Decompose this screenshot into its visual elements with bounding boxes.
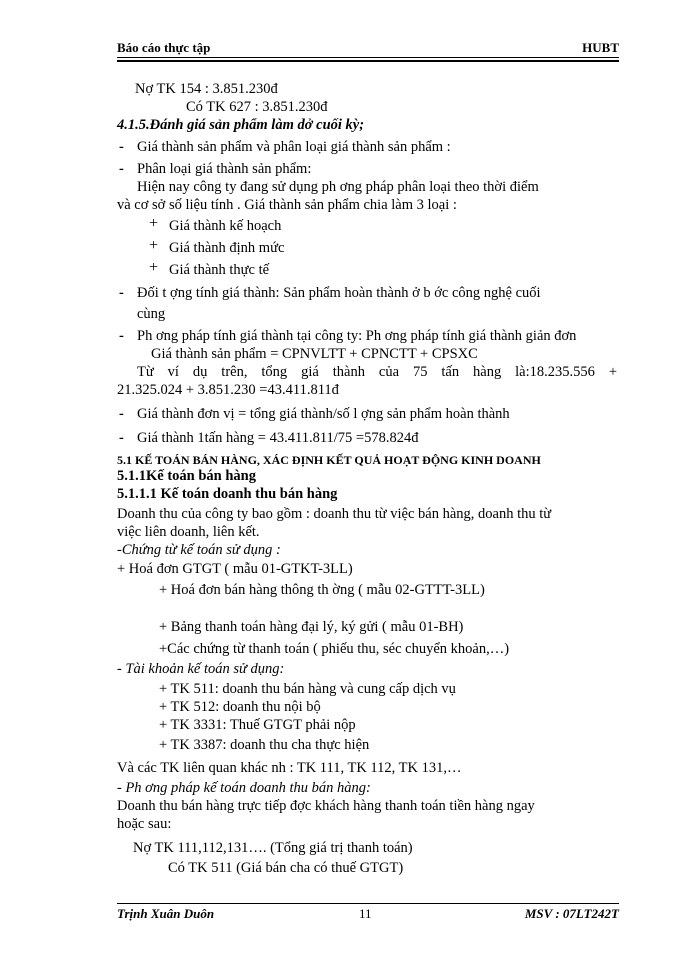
subsection-heading: 5.1.1.1 Kế toán doanh thu bán hàng <box>117 486 338 502</box>
page-header <box>117 40 619 58</box>
list-label: - Tài khoản kế toán sử dụng: <box>117 661 285 677</box>
debit-line: Nợ TK 111,112,131…. (Tổng giá trị thanh toán) <box>133 840 413 856</box>
bullet-item: - Giá thành sản phẩm và phân loại giá thành sản phẩm : <box>137 138 451 156</box>
debit-line: Nợ TK 154 : 3.851.230đ <box>135 81 278 97</box>
footer-student-id: MSV : 07LT242T <box>524 906 619 921</box>
credit-line: Có TK 627 : 3.851.230đ <box>186 99 328 115</box>
list-item: + TK 3331: Thuế GTGT phải nộp <box>159 717 356 733</box>
page-footer <box>117 906 619 924</box>
subsection-heading: 5.1.1Kế toán bán hàng <box>117 468 256 484</box>
footer-rule <box>117 903 619 904</box>
header-rule-thick <box>117 60 619 62</box>
list-item: +Các chứng từ thanh toán ( phiếu thu, séc chuyển khoản,…) <box>159 641 510 657</box>
formula-line: Giá thành sản phẩm = CPNVLTT + CPNCTT + CPSXC <box>151 346 478 362</box>
list-item: + TK 511: doanh thu bán hàng và cung cấp dịch vụ <box>159 681 456 697</box>
credit-line: Có TK 511 (Giá bán cha có thuế GTGT) <box>168 860 404 876</box>
list-item: + Bảng thanh toán hàng đại lý, ký gửi ( mẫu 01-BH) <box>159 619 464 635</box>
footer-author: Trịnh Xuân Duôn <box>117 906 215 921</box>
paragraph-line: hoặc sau: <box>117 816 172 832</box>
paragraph-line: Từ ví dụ trên, tổng giá thành của 75 tấn hàng là:18.235.556 + <box>137 364 617 380</box>
page-number: 11 <box>359 906 372 921</box>
bullet-item: - Giá thành đơn vị = tổng giá thành/số l ợng sản phẩm hoàn thành <box>137 405 510 423</box>
plus-item: + Giá thành thực tế <box>169 261 269 279</box>
paragraph-line: việc liên doanh, liên kết. <box>117 524 260 540</box>
list-label: - Ph ơng pháp kế toán doanh thu bán hàng: <box>117 780 371 796</box>
bullet-item: - Đối t ợng tính giá thành: Sản phẩm hoàn thành ở b ớc công nghệ cuối <box>137 284 541 302</box>
list-label: -Chứng từ kế toán sử dụng : <box>117 542 281 558</box>
bullet-item: - Giá thành 1tấn hàng = 43.411.811/75 =578.824đ <box>137 429 418 447</box>
list-item: + Hoá đơn GTGT ( mẫu 01-GTKT-3LL) <box>117 561 353 577</box>
paragraph-line: Doanh thu bán hàng trực tiếp đợc khách hàng thanh toán tiền hàng ngay <box>117 798 535 814</box>
paragraph-line: và cơ sở số liệu tính . Giá thành sản phẩm chia làm 3 loại : <box>117 197 457 213</box>
list-item: + Hoá đơn bán hàng thông th ờng ( mẫu 02-GTTT-3LL) <box>159 582 485 598</box>
plus-item: + Giá thành kế hoạch <box>169 217 281 235</box>
bullet-item: - Ph ơng pháp tính giá thành tại công ty: Ph ơng pháp tính giá thành giản đơn <box>137 327 576 345</box>
plus-item: + Giá thành định mức <box>169 239 284 257</box>
chapter-heading: 5.1 KẾ TOÁN BÁN HÀNG, XÁC ĐỊNH KẾT QUẢ HOẠT ĐỘNG KINH DOANH <box>117 453 541 467</box>
paragraph-line: Doanh thu của công ty bao gồm : doanh thu từ việc bán hàng, doanh thu từ <box>117 506 552 522</box>
list-item: + TK 512: doanh thu nội bộ <box>159 699 321 715</box>
header-school: HUBT <box>582 40 619 55</box>
paragraph-line: Và các TK liên quan khác nh : TK 111, TK 112, TK 131,… <box>117 760 462 776</box>
section-heading: 4.1.5.Đánh giá sản phẩm làm dở cuối kỳ; <box>117 117 365 133</box>
bullet-item: - Phân loại giá thành sản phẩm: <box>137 160 311 178</box>
list-item: + TK 3387: doanh thu cha thực hiện <box>159 737 370 753</box>
header-title: Báo cáo thực tập <box>117 40 211 55</box>
paragraph-line: 21.325.024 + 3.851.230 =43.411.811đ <box>117 382 339 398</box>
paragraph-line: Hiện nay công ty đang sử dụng ph ơng pháp phân loại theo thời điểm <box>137 179 539 195</box>
header-rule-thin <box>117 57 619 58</box>
paragraph-line: cùng <box>137 306 166 322</box>
